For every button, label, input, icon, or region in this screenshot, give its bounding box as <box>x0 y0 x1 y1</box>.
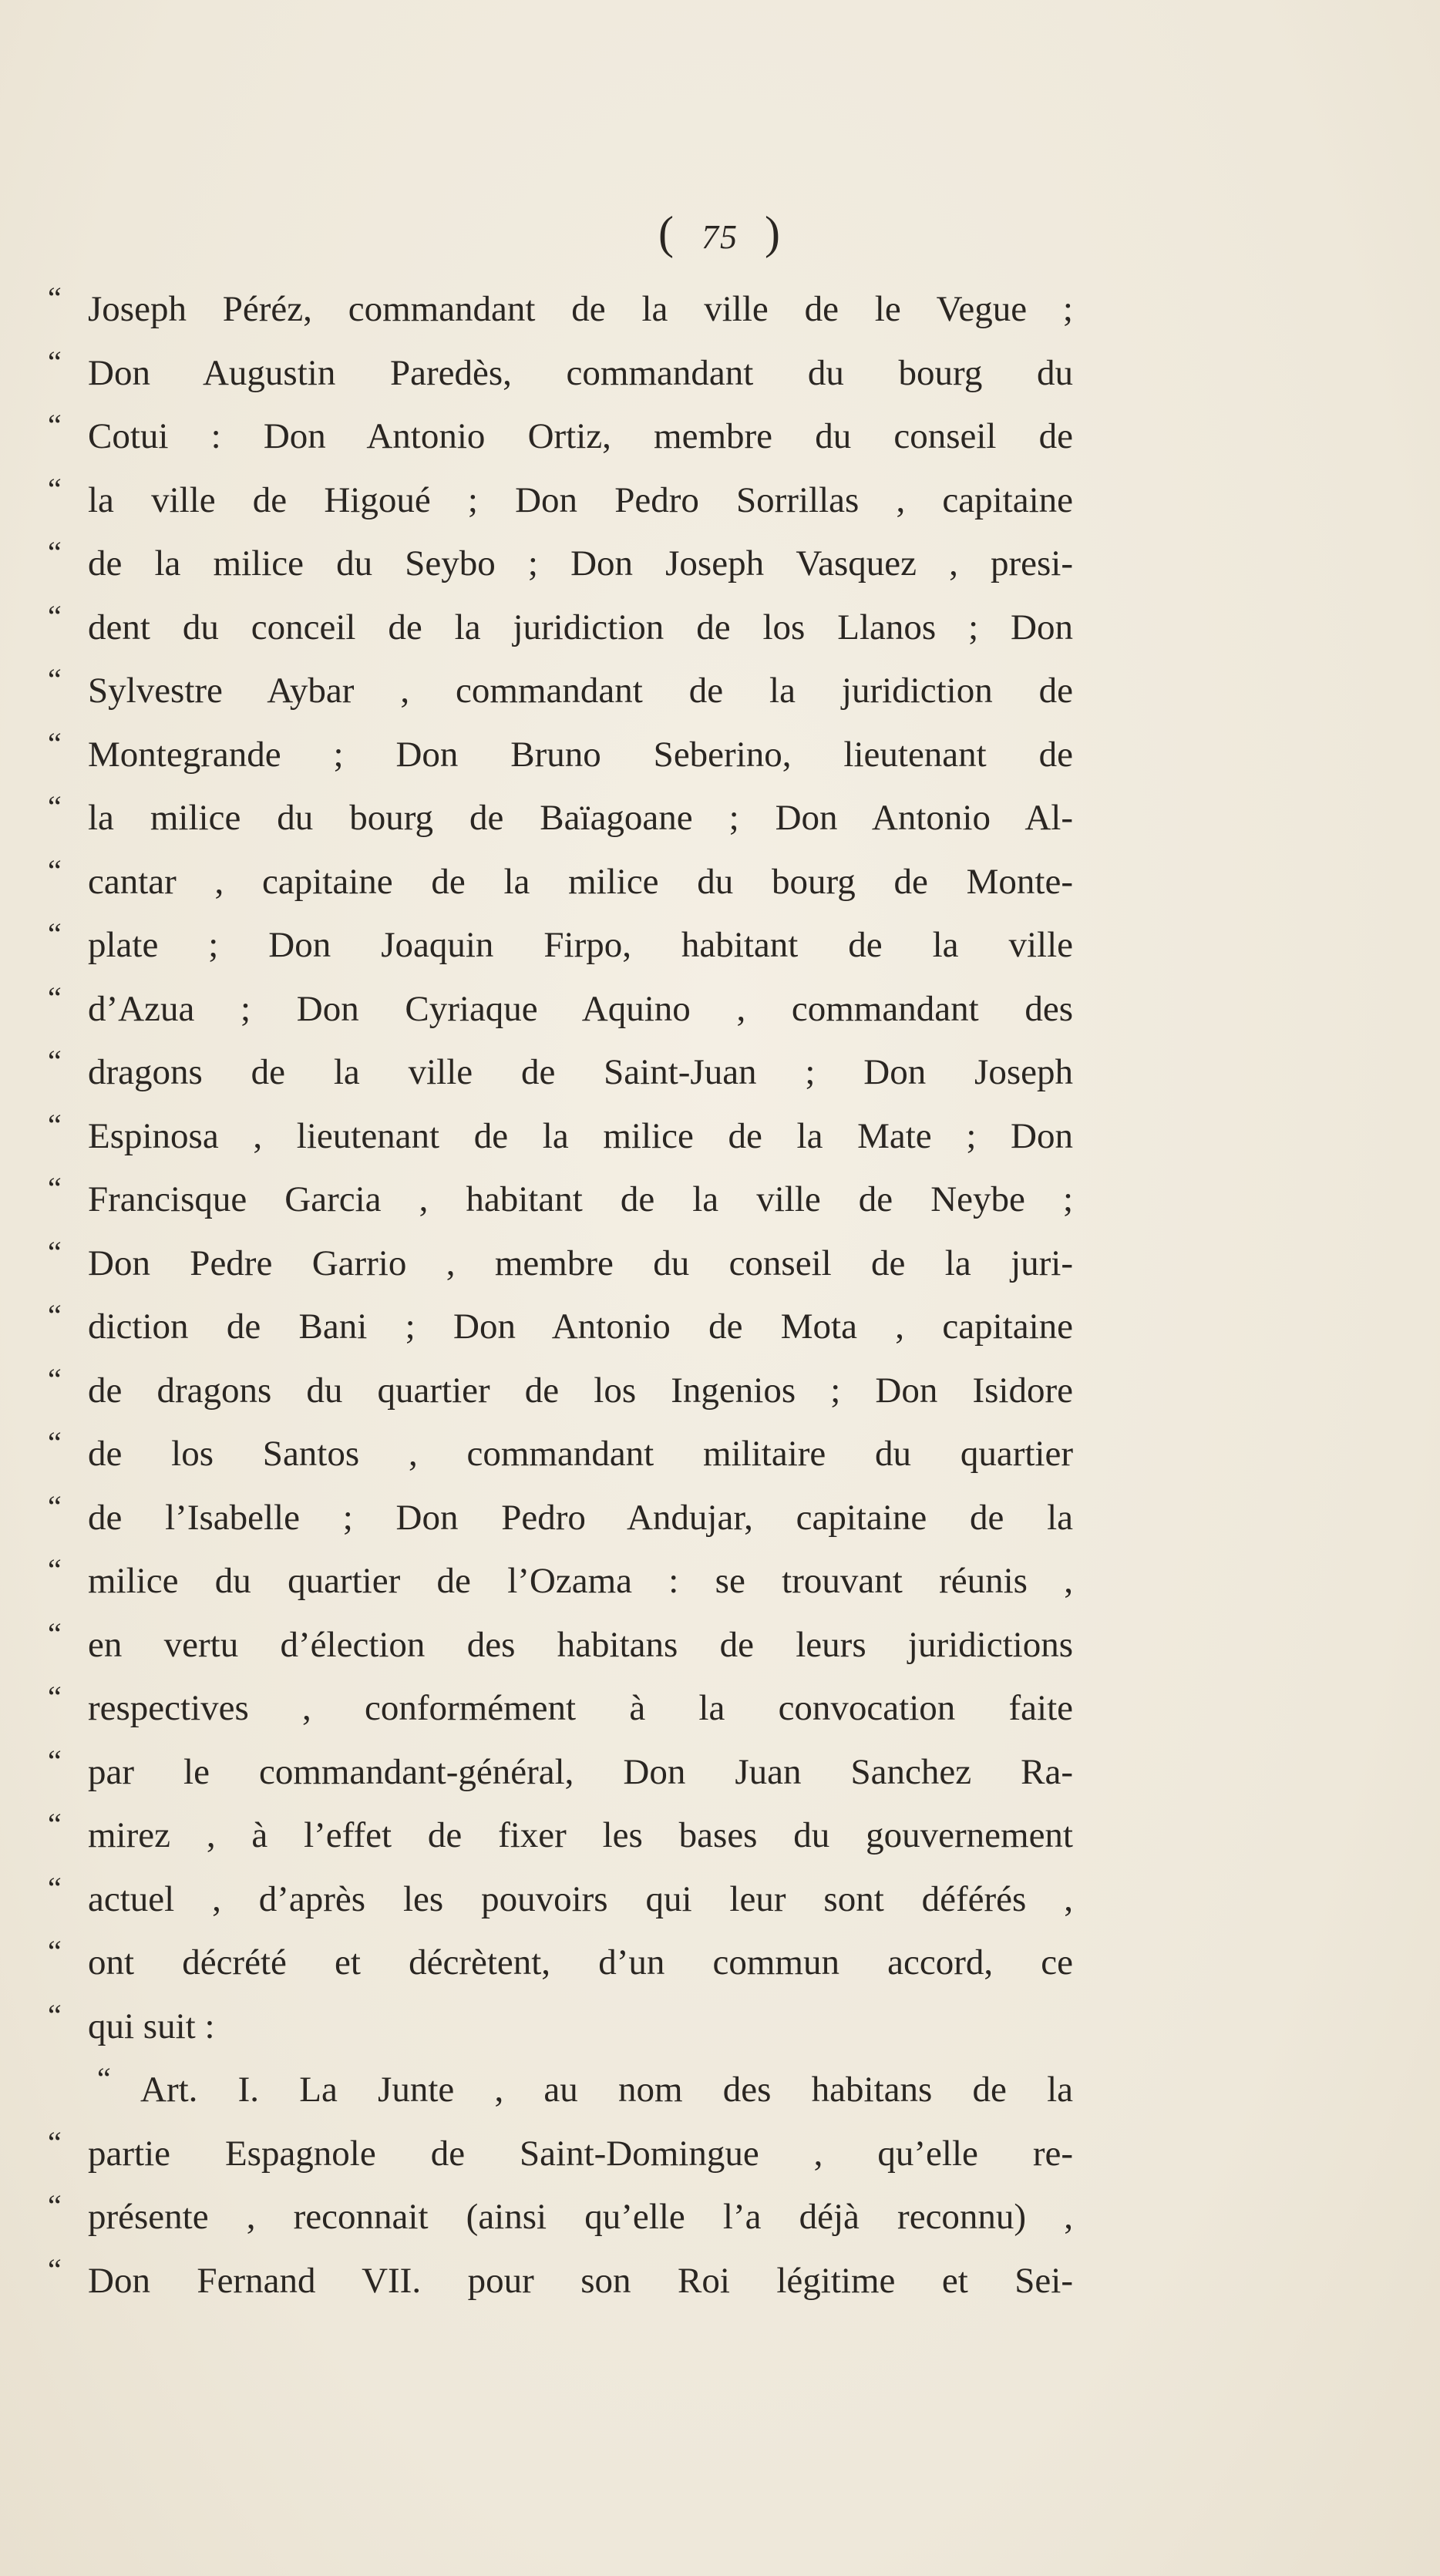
text-line-22: “ en vertu d’élection des habitans de leurs juridictions <box>48 1613 1073 1677</box>
quote-mark: “ <box>48 1361 62 1397</box>
text-line-10: “ cantar , capitaine de la milice du bourg de Monte- <box>48 850 1073 914</box>
text-line-14: “ Espinosa , lieutenant de la milice de la Mate ; Don <box>48 1105 1073 1169</box>
text-line-11: “ plate ; Don Joaquin Firpo, habitant de la ville <box>48 913 1073 977</box>
quote-mark: “ <box>48 1044 62 1078</box>
text-line-29-article-start: “ Art. I. La Junte , au nom des habitans de la <box>48 2058 1073 2122</box>
quote-mark: “ <box>48 1552 62 1587</box>
page-number-open-paren: ( <box>658 207 675 258</box>
quote-mark: “ <box>48 2251 62 2287</box>
text-line-19: “ de los Santos , commandant militaire du quartier <box>48 1422 1073 1486</box>
body-text <box>48 277 1073 2312</box>
page-number-value: 75 <box>701 218 739 256</box>
page-number <box>0 207 1440 260</box>
text-line-27: “ ont décrété et décrètent, d’un commun accord, ce <box>48 1931 1073 1995</box>
quote-mark: “ <box>48 1934 62 1969</box>
quote-mark: “ <box>48 1425 62 1460</box>
quote-mark: “ <box>48 1743 62 1778</box>
text-line-16: “ Don Pedre Garrio , membre du conseil de la juri- <box>48 1232 1073 1296</box>
quote-mark: “ <box>48 344 62 379</box>
text-line-24: “ par le commandant-général, Don Juan Sanchez Ra- <box>48 1740 1073 1804</box>
quote-mark: “ <box>48 598 62 634</box>
text-line-32: “ Don Fernand VII. pour son Roi légitime et Sei- <box>48 2249 1073 2313</box>
quote-mark: “ <box>48 916 62 951</box>
text-line-6: “ dent du conceil de la juridiction de los Llanos ; Don <box>48 596 1073 660</box>
quote-mark: “ <box>48 2188 62 2223</box>
text-line-31: “ présente , reconnait (ainsi qu’elle l’a déjà reconnu) , <box>48 2185 1073 2249</box>
text-line-17: “ diction de Bani ; Don Antonio de Mota , capitaine <box>48 1295 1073 1359</box>
quote-mark: “ <box>48 1997 62 2033</box>
text-line-8: “ Montegrande ; Don Bruno Seberino, lieutenant de <box>48 723 1073 787</box>
text-line-20: “ de l’Isabelle ; Don Pedro Andujar, capitaine de la <box>48 1486 1073 1550</box>
quote-mark: “ <box>48 281 62 315</box>
quote-mark: “ <box>48 471 62 506</box>
text-line-13: “ dragons de la ville de Saint-Juan ; Don Joseph <box>48 1041 1073 1105</box>
text-line-28: “ qui suit : <box>48 1995 1073 2059</box>
quote-mark: “ <box>48 1234 62 1270</box>
text-line-26: “ actuel , d’après les pouvoirs qui leur sont déférés , <box>48 1868 1073 1932</box>
text-line-5: “ de la milice du Seybo ; Don Joseph Vasquez , presi- <box>48 532 1073 596</box>
quote-mark: “ <box>48 1616 62 1651</box>
text-line-7: “ Sylvestre Aybar , commandant de la juridiction de <box>48 659 1073 723</box>
text-line-4: “ la ville de Higoué ; Don Pedro Sorrillas , capitaine <box>48 469 1073 533</box>
quote-mark: “ <box>48 2124 62 2160</box>
quote-mark: “ <box>48 1107 62 1142</box>
text-line-1: “ Joseph Péréz, commandant de la ville de le Vegue ; <box>48 277 1073 341</box>
quote-mark: “ <box>48 789 62 824</box>
quote-mark: “ <box>48 662 62 697</box>
text-line-12: “ d’Azua ; Don Cyriaque Aquino , commandant des <box>48 977 1073 1041</box>
quote-mark: “ <box>48 1870 62 1905</box>
text-line-18: “ de dragons du quartier de los Ingenios ; Don Isidore <box>48 1359 1073 1423</box>
quote-mark: “ <box>48 980 62 1015</box>
text-line-3: “ Cotui : Don Antonio Ortiz, membre du conseil de <box>48 405 1073 469</box>
text-line-15: “ Francisque Garcia , habitant de la ville de Neybe ; <box>48 1168 1073 1232</box>
page-number-close-paren: ) <box>765 207 782 258</box>
quote-mark: “ <box>48 1488 62 1524</box>
text-line-2: “ Don Augustin Paredès, commandant du bourg du <box>48 341 1073 405</box>
text-line-9: “ la milice du bourg de Baïagoane ; Don Antonio Al- <box>48 786 1073 850</box>
quote-mark: “ <box>48 408 62 442</box>
text-line-30: “ partie Espagnole de Saint-Domingue , qu’elle re- <box>48 2122 1073 2186</box>
text-line-25: “ mirez , à l’effet de fixer les bases du gouvernement <box>48 1804 1073 1868</box>
quote-mark: “ <box>48 1171 62 1206</box>
quote-mark: “ <box>48 1680 62 1714</box>
quote-mark: “ <box>97 2061 111 2096</box>
quote-mark: “ <box>48 1298 62 1333</box>
quote-mark: “ <box>48 1807 62 1841</box>
quote-mark: “ <box>48 725 62 761</box>
text-line-21: “ milice du quartier de l’Ozama : se trouvant réunis , <box>48 1549 1073 1613</box>
quote-mark: “ <box>48 853 62 888</box>
quote-mark: “ <box>48 535 62 570</box>
text-line-23: “ respectives , conformément à la convocation faite <box>48 1676 1073 1740</box>
